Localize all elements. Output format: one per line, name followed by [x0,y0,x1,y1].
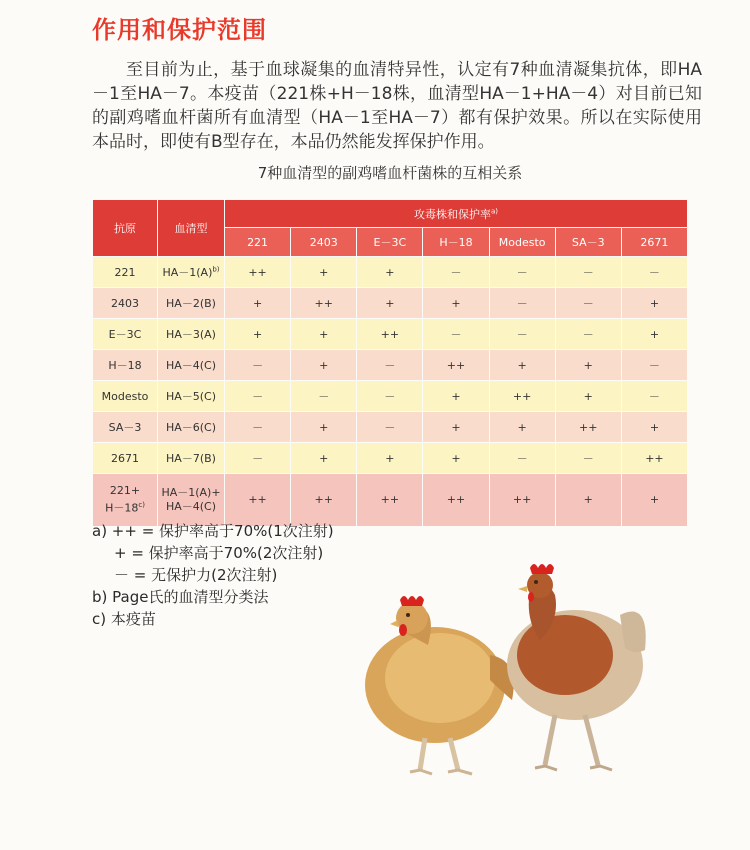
protection-cell: + [622,474,687,526]
table-row [93,257,687,287]
header-serotype: 血清型 [158,200,224,256]
serotype-cell: HA－7(B) [158,443,224,473]
serotype-cell: $HA-1(A)^{b)}$ [158,257,224,287]
protection-cell: + [556,474,621,526]
antigen-cell: 221 [93,257,157,287]
header-strain: 221 [225,228,290,256]
protection-cell: － [490,257,555,287]
footnote-line: c) 本疫苗 [92,610,156,628]
protection-cell: + [423,412,488,442]
serotype-cell: HA－2(B) [158,288,224,318]
protection-cell: － [556,443,621,473]
protection-cell: + [291,412,356,442]
protection-cell: + [556,350,621,380]
header-strain: SA－3 [556,228,621,256]
right-hen-image [507,564,646,770]
protection-cell: + [291,319,356,349]
table-row [93,350,687,380]
protection-cell: － [490,443,555,473]
protection-cell: + [622,319,687,349]
protection-cell: + [291,350,356,380]
protection-cell: － [423,257,488,287]
table-row [93,381,687,411]
intro-paragraph: 至目前为止，基于血球凝集的血清特异性，认定有7种血清凝集抗体，即HA－1至HA－7。本疫苗（221株+H－18株，血清型HA－1+HA－4）对目前已知的副鸡嗜血杆菌所有血清型（HA－1至HA－7）都有保护效果。所以在实际使用本品时，即使有B型存在，本品仍然能发挥保护作用。 [92,60,702,152]
header-strain: 2671 [622,228,687,256]
antigen-cell: E－3C [93,319,157,349]
protection-cell: + [225,319,290,349]
table-row [93,412,687,442]
header-strain: 2403 [291,228,356,256]
antigen-cell: 2403 [93,288,157,318]
protection-cell: ++ [357,474,422,526]
footnote-line: + = 保护率高于70%(2次注射) [114,544,324,562]
serotype-cell: HA－4(C) [158,350,224,380]
header-strain: H－18 [423,228,488,256]
protection-cell: + [423,381,488,411]
protection-cell: － [490,288,555,318]
table-row [93,319,687,349]
protection-cell: － [357,350,422,380]
protection-cell: － [225,350,290,380]
antigen-cell: SA－3 [93,412,157,442]
protection-cell: － [556,319,621,349]
protection-cell: + [423,288,488,318]
protection-cell: － [357,381,422,411]
protection-cell: ++ [490,474,555,526]
serotype-cell: HA－5(C) [158,381,224,411]
protection-cell: ++ [225,257,290,287]
protection-cell: + [291,257,356,287]
protection-cell: + [622,288,687,318]
protection-cell: － [225,412,290,442]
protection-cell: － [490,319,555,349]
footnote-line: b) Page氏的血清型分类法 [92,588,269,606]
protection-cell: － [225,381,290,411]
protection-table [92,199,688,527]
footnotes [92,520,334,630]
serotype-cell: HA－6(C) [158,412,224,442]
antigen-cell: 2671 [93,443,157,473]
protection-cell: － [622,381,687,411]
protection-cell: + [490,350,555,380]
antigen-cell: Modesto [93,381,157,411]
protection-cell: + [225,288,290,318]
protection-cell: + [357,443,422,473]
table-caption: 7种血清型的副鸡嗜血杆菌株的互相关系 [257,164,523,182]
protection-cell: － [357,412,422,442]
protection-cell: + [490,412,555,442]
protection-cell: － [556,257,621,287]
header-strain: E－3C [357,228,422,256]
antigen-cell: 221+ $H-18^{c)}$ [93,474,157,526]
protection-cell: － [291,381,356,411]
table-row [93,443,687,473]
protection-cell: ++ [357,319,422,349]
protection-cell: － [423,319,488,349]
protection-cell: + [357,257,422,287]
protection-cell: ++ [622,443,687,473]
header-antigen: 抗原 [93,200,157,256]
protection-cell: ++ [556,412,621,442]
hens-illustration [340,560,660,790]
protection-cell: ++ [225,474,290,526]
protection-cell: － [225,443,290,473]
protection-cell: ++ [423,350,488,380]
left-hen-image [365,596,514,774]
footnote-line: － = 无保护力(2次注射) [114,566,278,584]
table-row [93,288,687,318]
vaccine-row [93,474,687,526]
protection-cell: － [622,350,687,380]
protection-cell: ++ [291,288,356,318]
header-challenge-group: 攻毒株和保护率$^{a)}$ [225,200,687,227]
protection-cell: + [291,443,356,473]
protection-cell: + [556,381,621,411]
protection-cell: ++ [291,474,356,526]
protection-cell: － [622,257,687,287]
serotype-cell: HA－3(A) [158,319,224,349]
protection-cell: + [423,443,488,473]
protection-cell: ++ [490,381,555,411]
antigen-cell: H－18 [93,350,157,380]
protection-cell: + [622,412,687,442]
protection-cell: － [556,288,621,318]
serotype-cell: HA－1(A)+ HA－4(C) [158,474,224,526]
protection-cell: ++ [423,474,488,526]
footnote-line: a) ++ = 保护率高于70%(1次注射) [92,522,334,540]
protection-cell: + [357,288,422,318]
page-title: 作用和保护范围 [92,16,267,44]
header-strain: Modesto [490,228,555,256]
